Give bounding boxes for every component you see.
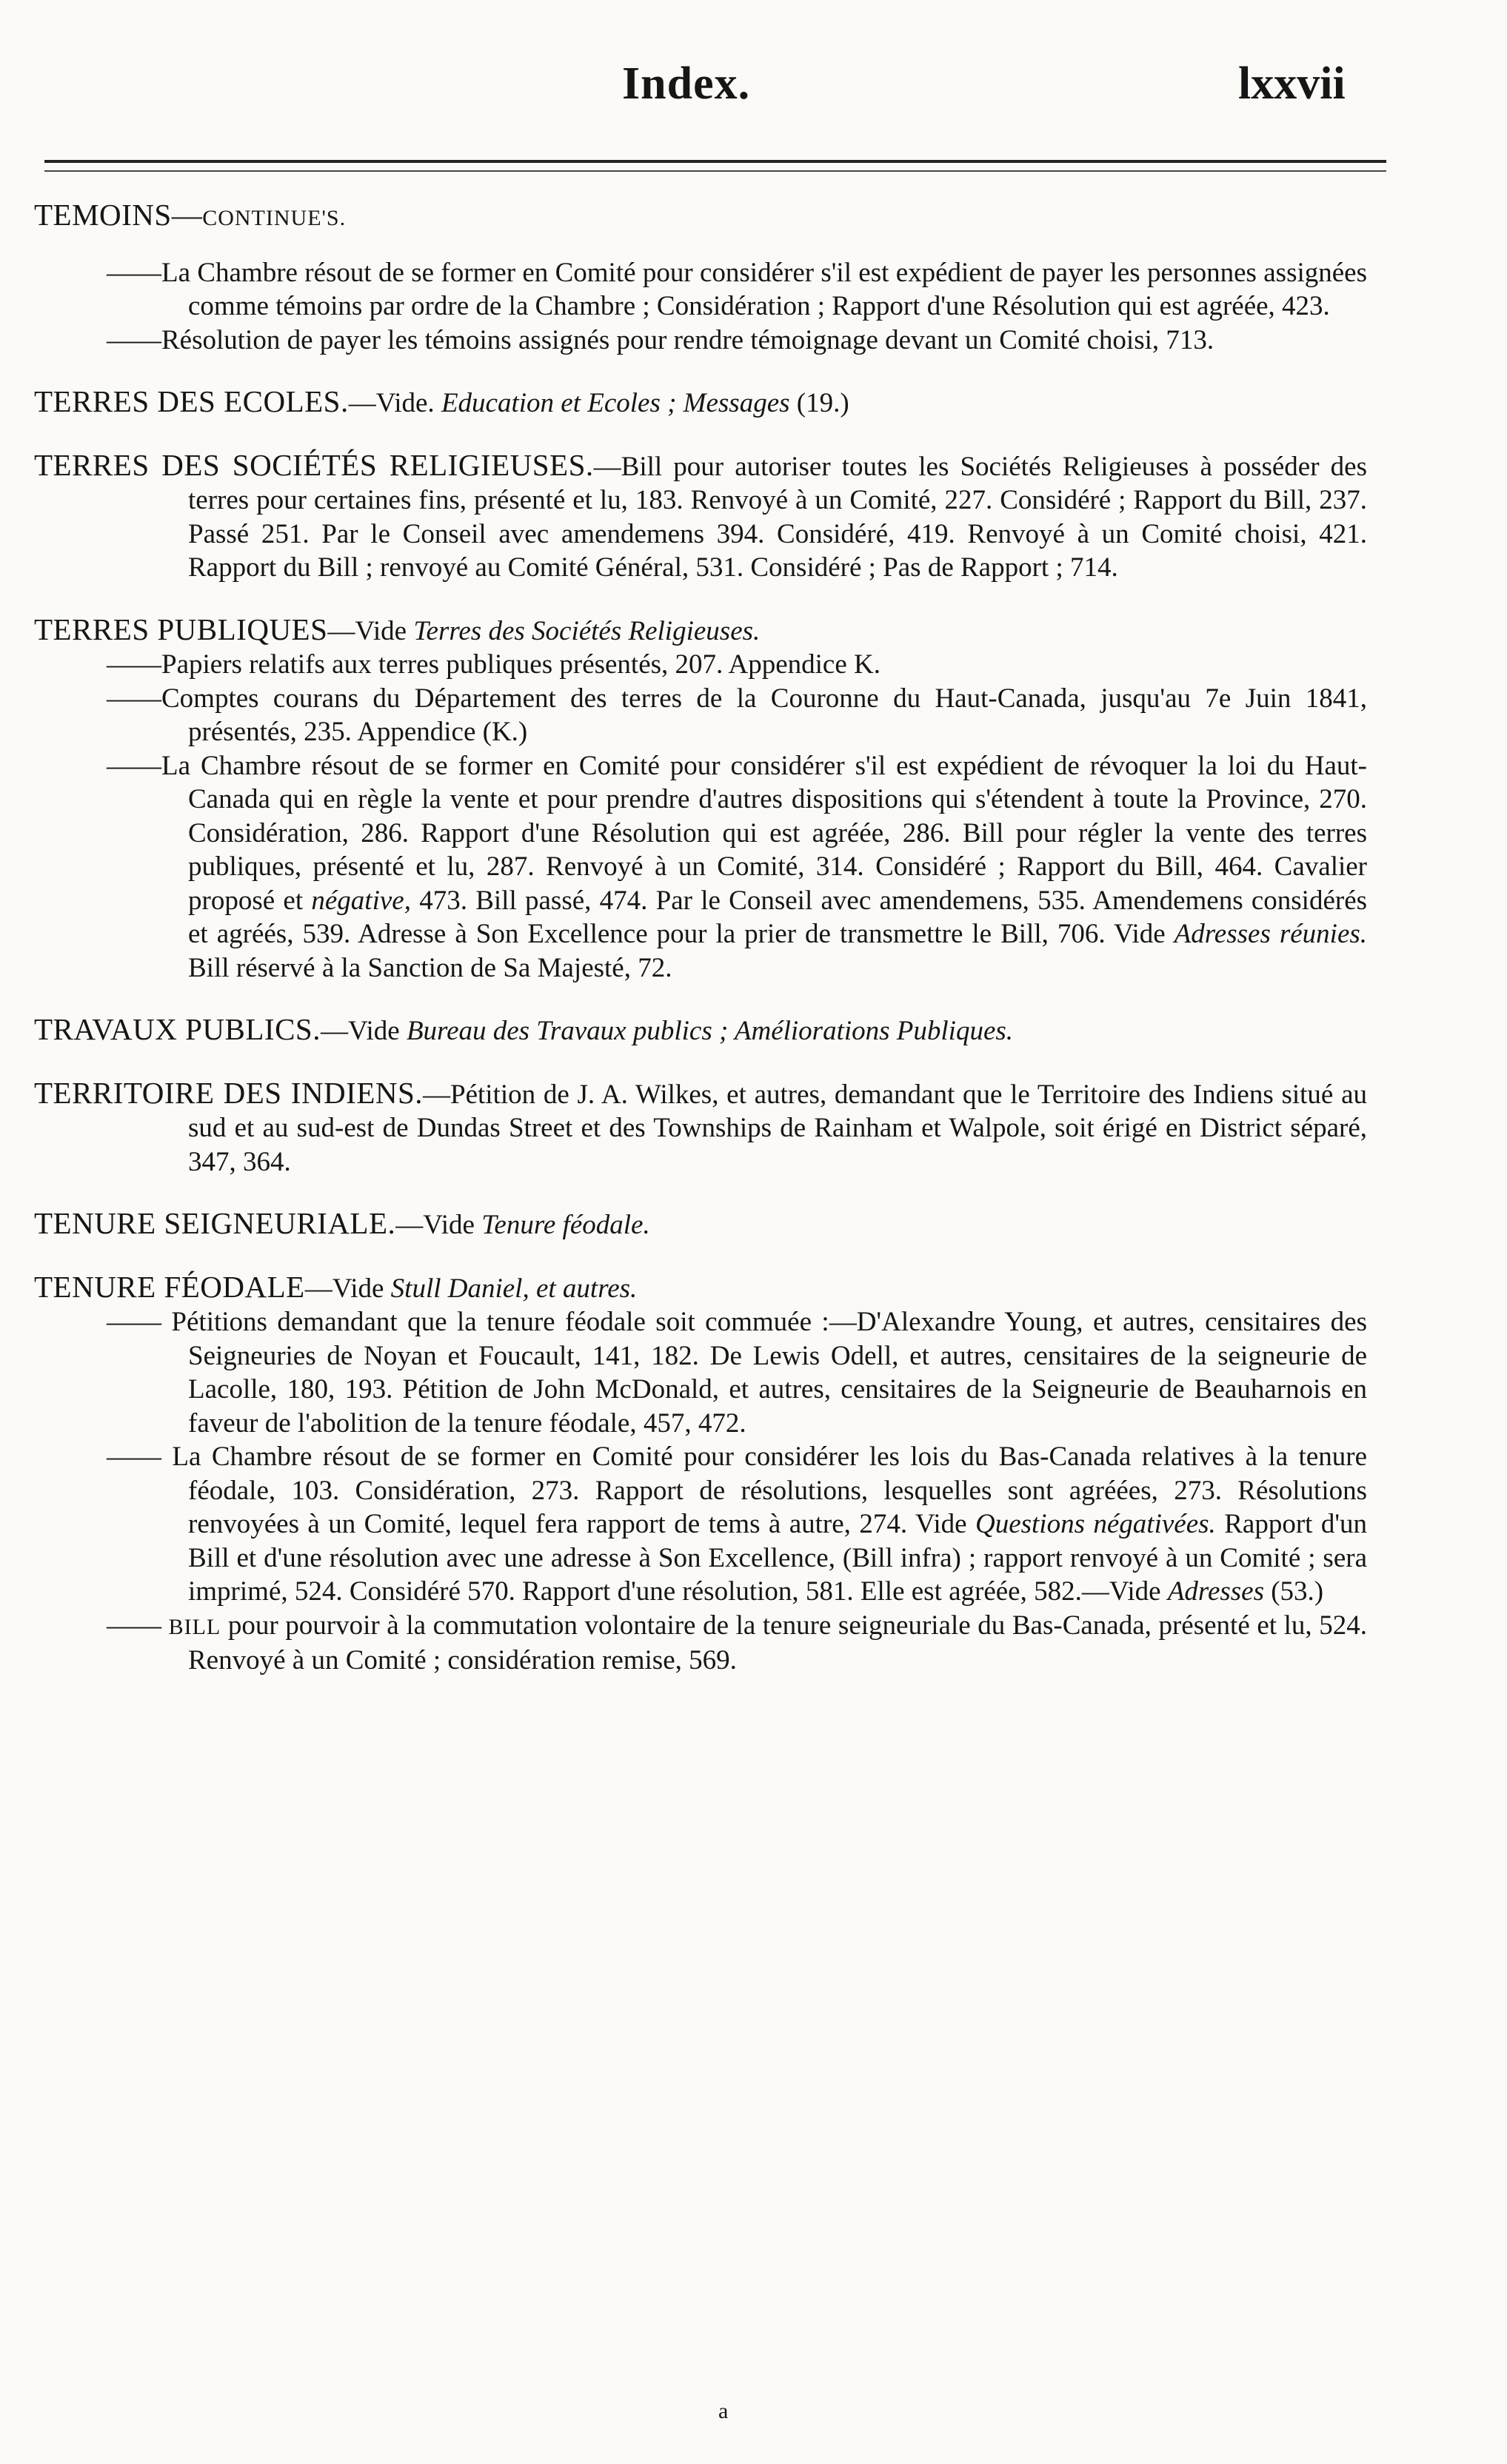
- sub-entry: ——La Chambre résout de se former en Comité pour considérer s'il est expédient de payer les personnes assignées comme témoins par ordre de la Chambre ; Considération ; Rapport d'une Résolution qui est agréée, 423.: [107, 257, 1367, 321]
- index-body: [34, 198, 1367, 1700]
- page-number: lxxvii: [1238, 58, 1346, 109]
- entry-temoins: [34, 198, 1367, 357]
- entry-heading: TERRES DES SOCIÉTÉS RELIGIEUSES.: [34, 447, 594, 482]
- entry-terres-publiques: TERRES PUBLIQUES—Vide Terres des Sociétés Religieuses. ——Papiers relatifs aux terres publiques présentés, 207. Appendice K. ——Comptes courans du Département des terres de la Couronne du Haut-Canada, jusqu'au 7e Juin 1841, présentés, 235. Appendice (K.) ——La Chambre résout de se former en Comité pour considérer s'il est expédient de révoquer la loi du Haut-Canada qui en règle la vente et pour prendre d'autres dispositions qui s'étendent à toute la Province, 270. Considération, 286. Rapport d'une Résolution qui est agréée, 286. Bill pour régler la vente des terres publiques, présenté et lu, 287. Renvoyé à un Comité, 314. Considéré ; Rapport du Bill, 464. Cavalier proposé et négative, 473. Bill passé, 474. Par le Conseil avec amendemens, 535. Amendemens considérés et agréés, 539. Adresse à Son Excellence pour la prier de transmettre le Bill, 706. Vide Adresses réunies. Bill réservé à la Sanction de Sa Majesté, 72.: [34, 613, 1367, 985]
- signature-mark: a: [718, 2399, 729, 2423]
- sub-entry: —— Pétitions demandant que la tenure féodale soit commuée :—D'Alexandre Young, et autres, censitaires des Seigneuries de Noyan et Foucault, 141, 182. De Lewis Odell, et autres, censitaires de la seigneurie de Lacolle, 180, 193. Pétition de John McDonald, et autres, censitaires de la Seigneurie de Beauharnois en faveur de l'abolition de la tenure féodale, 457, 472.: [107, 1307, 1367, 1439]
- entry-heading: TENURE SEIGNEURIALE.: [34, 1206, 396, 1240]
- sub-entry: —— La Chambre résout de se former en Comité pour considérer les lois du Bas-Canada relatives à la tenure féodale, 103. Considération, 273. Rapport de résolutions, lesquelles sont agréées, 273. Résolutions renvoyées à un Comité, lequel fera rapport de tems à autre, 274. Vide Questions négativées. Rapport d'un Bill et d'une résolution avec une adresse à Son Excellence, (Bill infra) ; rapport renvoyé à un Comité ; sera imprimé, 524. Considéré 570. Rapport d'une résolution, 581. Elle est agréée, 582.—Vide Adresses (53.): [107, 1442, 1368, 1607]
- sub-entry: ——Papiers relatifs aux terres publiques présentés, 207. Appendice K.: [107, 649, 881, 680]
- entry-tenure-seigneuriale: TENURE SEIGNEURIALE.—Vide Tenure féodale.: [34, 1206, 650, 1240]
- entry-terres-des-ecoles: TERRES DES ECOLES.—Vide. Education et Ecoles ; Messages (19.): [34, 384, 849, 418]
- sub-entry: ——Comptes courans du Département des terres de la Couronne du Haut-Canada, jusqu'au 7e Juin 1841, présentés, 235. Appendice (K.): [107, 683, 1367, 747]
- entry-territoire-des-indiens: TERRITOIRE DES INDIENS.—Pétition de J. A. Wilkes, et autres, demandant que le Territoire des Indiens situé au sud et au sud-est de Dundas Street et des Townships de Rainham et Walpole, soit érigé en District séparé, 347, 364.: [34, 1075, 1367, 1177]
- entry-heading: TERRITOIRE DES INDIENS.: [34, 1075, 424, 1110]
- entry-heading: TRAVAUX PUBLICS.: [34, 1012, 321, 1046]
- entry-heading: TERRES PUBLIQUES: [34, 612, 328, 646]
- header-rule: [44, 160, 1386, 163]
- entry-heading: TERRES DES ECOLES.: [34, 384, 349, 418]
- entry-terres-des-societes: TERRES DES SOCIÉTÉS RELIGIEUSES.—Bill pour autoriser toutes les Sociétés Religieuses à posséder des terres pour certaines fins, présenté et lu, 183. Renvoyé à un Comité, 227. Considéré ; Rapport du Bill, 237. Passé 251. Par le Conseil avec amendemens 394. Considéré, 419. Renvoyé à un Comité choisi, 421. Rapport du Bill ; renvoyé au Comité Général, 531. Considéré ; Pas de Rapport ; 714.: [34, 447, 1367, 583]
- entry-tenure-feodale: TENURE FÉODALE—Vide Stull Daniel, et autres. —— Pétitions demandant que la tenure féodale soit commuée :—D'Alexandre Young, et autres, censitaires des Seigneuries de Noyan et Foucault, 141, 182. De Lewis Odell, et autres, censitaires de la seigneurie de Lacolle, 180, 193. Pétition de John McDonald, et autres, censitaires de la Seigneurie de Beauharnois en faveur de l'abolition de la tenure féodale, 457, 472. —— La Chambre résout de se former en Comité pour considérer les lois du Bas-Canada relatives à la tenure féodale, 103. Considération, 273. Rapport de résolutions, lesquelles sont agréées, 273. Résolutions renvoyées à un Comité, lequel fera rapport de tems à autre, 274. Vide Questions négativées. Rapport d'un Bill et d'une résolution avec une adresse à Son Excellence, (Bill infra) ; rapport renvoyé à un Comité ; sera imprimé, 524. Considéré 570. Rapport d'une résolution, 581. Elle est agréée, 582.—Vide Adresses (53.) —— BILL pour pourvoir à la commutation volontaire de la tenure seigneuriale du Bas-Canada, présenté et lu, 524. Renvoyé à un Comité ; considération remise, 569.: [34, 1270, 1367, 1678]
- entry-heading: TENURE FÉODALE: [34, 1269, 305, 1304]
- sub-entry: —— BILL pour pourvoir à la commutation volontaire de la tenure seigneuriale du Bas-Canada, présenté et lu, 524. Renvoyé à un Comité ; considération remise, 569.: [107, 1610, 1368, 1675]
- entry-travaux-publics: TRAVAUX PUBLICS.—Vide Bureau des Travaux publics ; Améliorations Publiques.: [34, 1012, 1014, 1046]
- sub-entry: ——La Chambre résout de se former en Comité pour considérer s'il est expédient de révoquer la loi du Haut-Canada qui en règle la vente et pour prendre d'autres dispositions qui s'étendent à toute la Province, 270. Considération, 286. Rapport d'une Résolution qui est agréée, 286. Bill pour régler la vente des terres publiques, présenté et lu, 287. Renvoyé à un Comité, 314. Considéré ; Rapport du Bill, 464. Cavalier proposé et négative, 473. Bill passé, 474. Par le Conseil avec amendemens, 535. Amendemens considérés et agréés, 539. Adresse à Son Excellence pour la prier de transmettre le Bill, 706. Vide Adresses réunies. Bill réservé à la Sanction de Sa Majesté, 72.: [107, 750, 1368, 983]
- sub-entry: ——Résolution de payer les témoins assignés pour rendre témoignage devant un Comité choisi, 713.: [107, 324, 1214, 355]
- header-rule-thin: [44, 170, 1386, 172]
- page-title: Index.: [622, 58, 751, 109]
- page-header: [0, 58, 1507, 110]
- entry-heading: TEMOINS—CONTINUE'S.: [34, 198, 347, 232]
